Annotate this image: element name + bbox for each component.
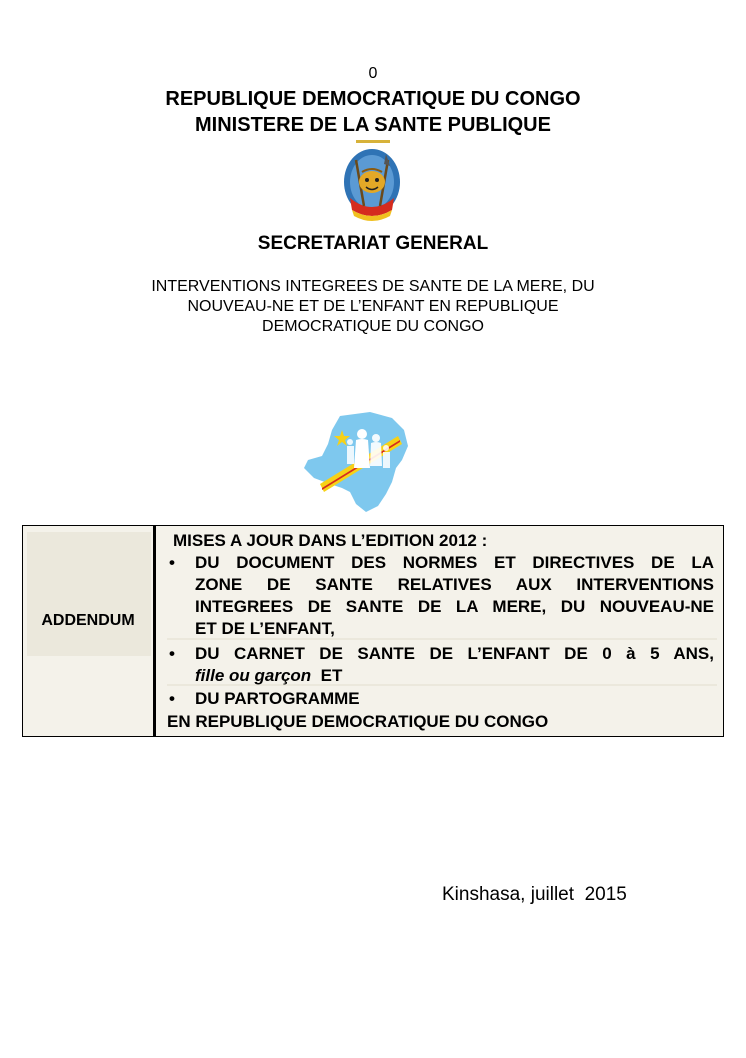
addendum-label-cell xyxy=(23,526,156,736)
country-title: REPUBLIQUE DEMOCRATIQUE DU CONGO xyxy=(165,88,581,110)
addendum-label: ADDENDUM xyxy=(41,612,135,629)
drc-map-icon xyxy=(300,408,418,516)
addendum-content-cell xyxy=(159,526,723,736)
program-title-line: NOUVEAU-NE ET DE L’ENFANT EN REPUBLIQUE xyxy=(187,298,559,315)
department-title: SECRETARIAT GENERAL xyxy=(257,233,489,254)
place-date: Kinshasa, juillet 2015 xyxy=(442,884,627,905)
addendum-intro: MISES A JOUR DANS L’EDITION 2012 : xyxy=(173,531,488,550)
list-item-line: INTEGREES DE SANTE DE LA MERE, DU NOUVEAU-NE xyxy=(195,597,714,616)
ministry-title: MINISTERE DE LA SANTE PUBLIQUE xyxy=(195,114,551,136)
bullet-icon: • xyxy=(169,644,175,663)
addendum-table xyxy=(22,525,724,737)
list-item-line: DU CARNET DE SANTE DE L’ENFANT DE 0 à 5 ANS, xyxy=(195,644,714,663)
addendum-closing: EN REPUBLIQUE DEMOCRATIQUE DU CONGO xyxy=(167,712,549,731)
list-item-line: ET DE L’ENFANT, xyxy=(195,619,335,638)
coat-of-arms-icon xyxy=(326,140,418,226)
list-item-line: ZONE DE SANTE RELATIVES AUX INTERVENTIONS xyxy=(195,575,714,594)
list-item-line xyxy=(195,665,342,687)
list-item-line: DU PARTOGRAMME xyxy=(195,689,360,708)
program-title xyxy=(110,277,636,337)
bullet-icon: • xyxy=(169,689,175,708)
page-number: 0 xyxy=(368,65,378,82)
list-item-text: ET xyxy=(320,666,343,685)
italic-text: fille ou garçon xyxy=(195,666,312,685)
list-item-line: DU DOCUMENT DES NORMES ET DIRECTIVES DE LA xyxy=(195,553,714,572)
program-title-line: DEMOCRATIQUE DU CONGO xyxy=(262,318,484,335)
bullet-icon: • xyxy=(169,553,175,572)
program-title-line: INTERVENTIONS INTEGREES DE SANTE DE LA MERE, DU xyxy=(151,278,595,295)
